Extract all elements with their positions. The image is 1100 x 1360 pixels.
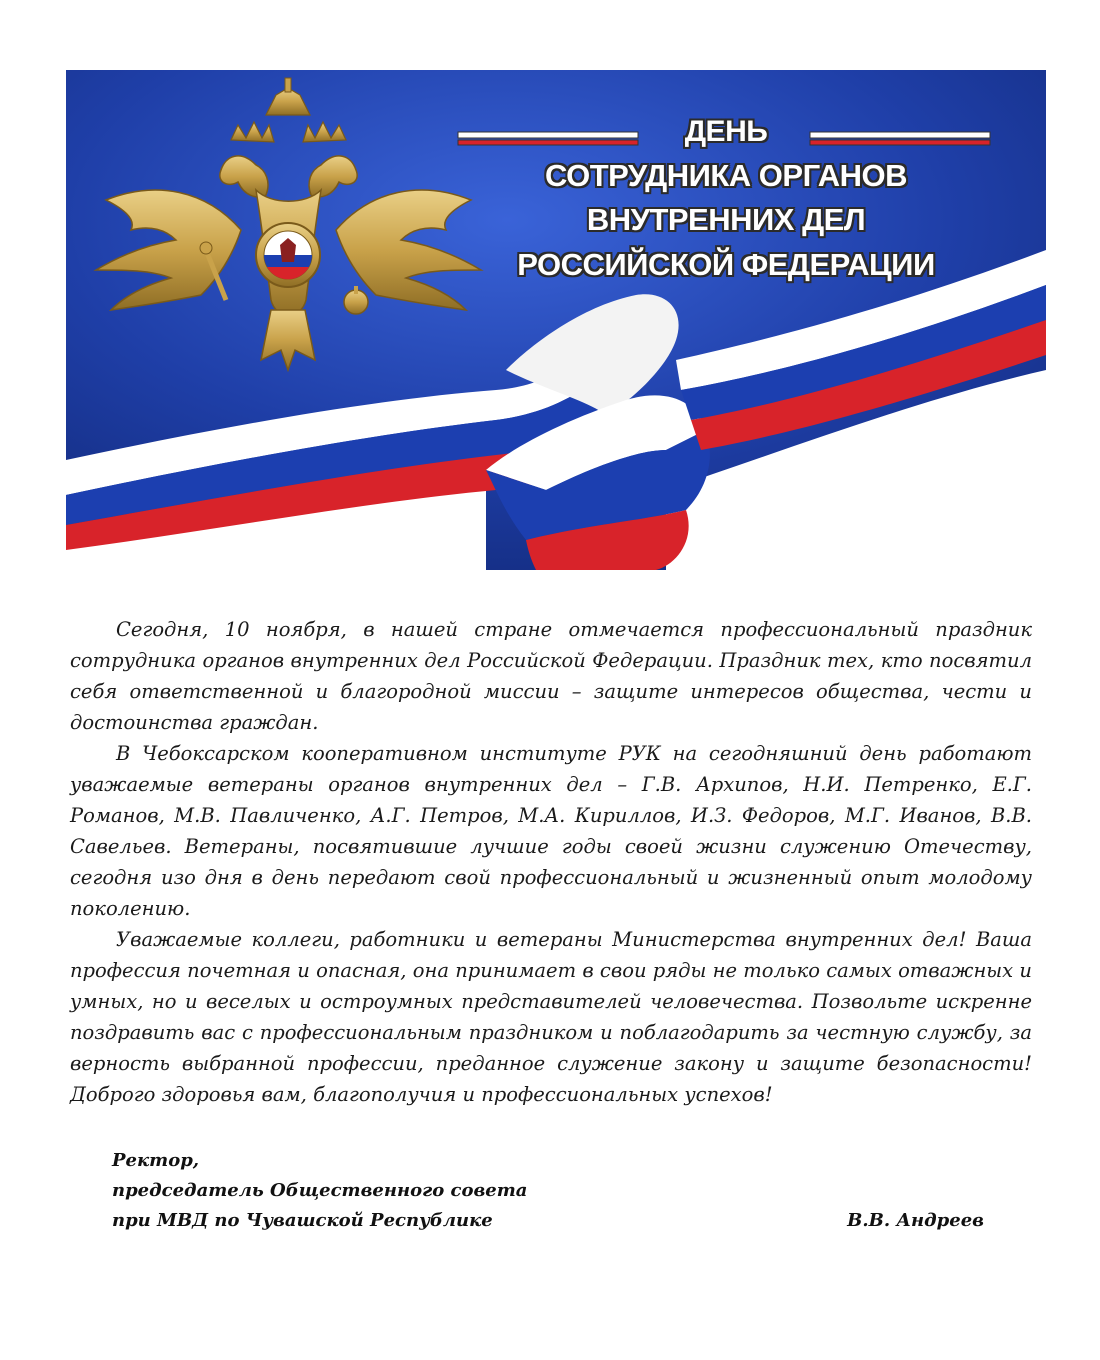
signature-organization: при МВД по Чувашской Республике (112, 1210, 493, 1231)
letter-body (70, 614, 1032, 1110)
letter-paragraph-3: Уважаемые коллеги, работники и ветераны Министерства внутренних дел! Ваша профессия почетная и опасная, она принимает в свои ряды не только самых отважных и умных, но и веселых и остроумных представителей человечества. Позвольте искренне поздравить вас с профессиональным праздником и поблагодарить за честную службу, за верность выбранной профессии, преданное служение закону и защите безопасности! Доброго здоровья вам, благополучия и профессиональных успехов! (70, 928, 1032, 1106)
banner-title (446, 110, 1006, 288)
letter-paragraph-2: В Чебоксарском кооперативном институте РУК на сегодняшний день работают уважаемые ветераны органов внутренних дел – Г.В. Архипов, Н.И. Петренко, Е.Г. Романов, М.В. Павличенко, А.Г. Петров, М.А. Кириллов, И.З. Федоров, М.Г. Иванов, В.В. Савельев. Ветераны, посвятившие лучшие годы своей жизни служению Отечеству, сегодня изо дня в день передают свой профессиональный и жизненный опыт молодому поколению. (70, 742, 1032, 920)
signature-name: В.В. Андреев (847, 1210, 984, 1231)
banner-title-line-1: ДЕНЬ (684, 115, 768, 148)
banner-title-line-3: РОССИЙСКОЙ ФЕДЕРАЦИИ (517, 247, 935, 282)
banner-title-line-2: СОТРУДНИКА ОРГАНОВ ВНУТРЕННИХ ДЕЛ (544, 158, 907, 237)
signature-title: Ректор, (112, 1150, 200, 1171)
signature-block (112, 1146, 992, 1236)
signature-position: председатель Общественного совета (112, 1180, 528, 1201)
holiday-banner (66, 70, 1046, 570)
letter-paragraph-1: Сегодня, 10 ноября, в нашей стране отмечается профессиональный праздник сотрудника органов внутренних дел Российской Федерации. Праздник тех, кто посвятил себя ответственной и благородной миссии – защите интересов общества, чести и достоинства граждан. (70, 618, 1032, 734)
